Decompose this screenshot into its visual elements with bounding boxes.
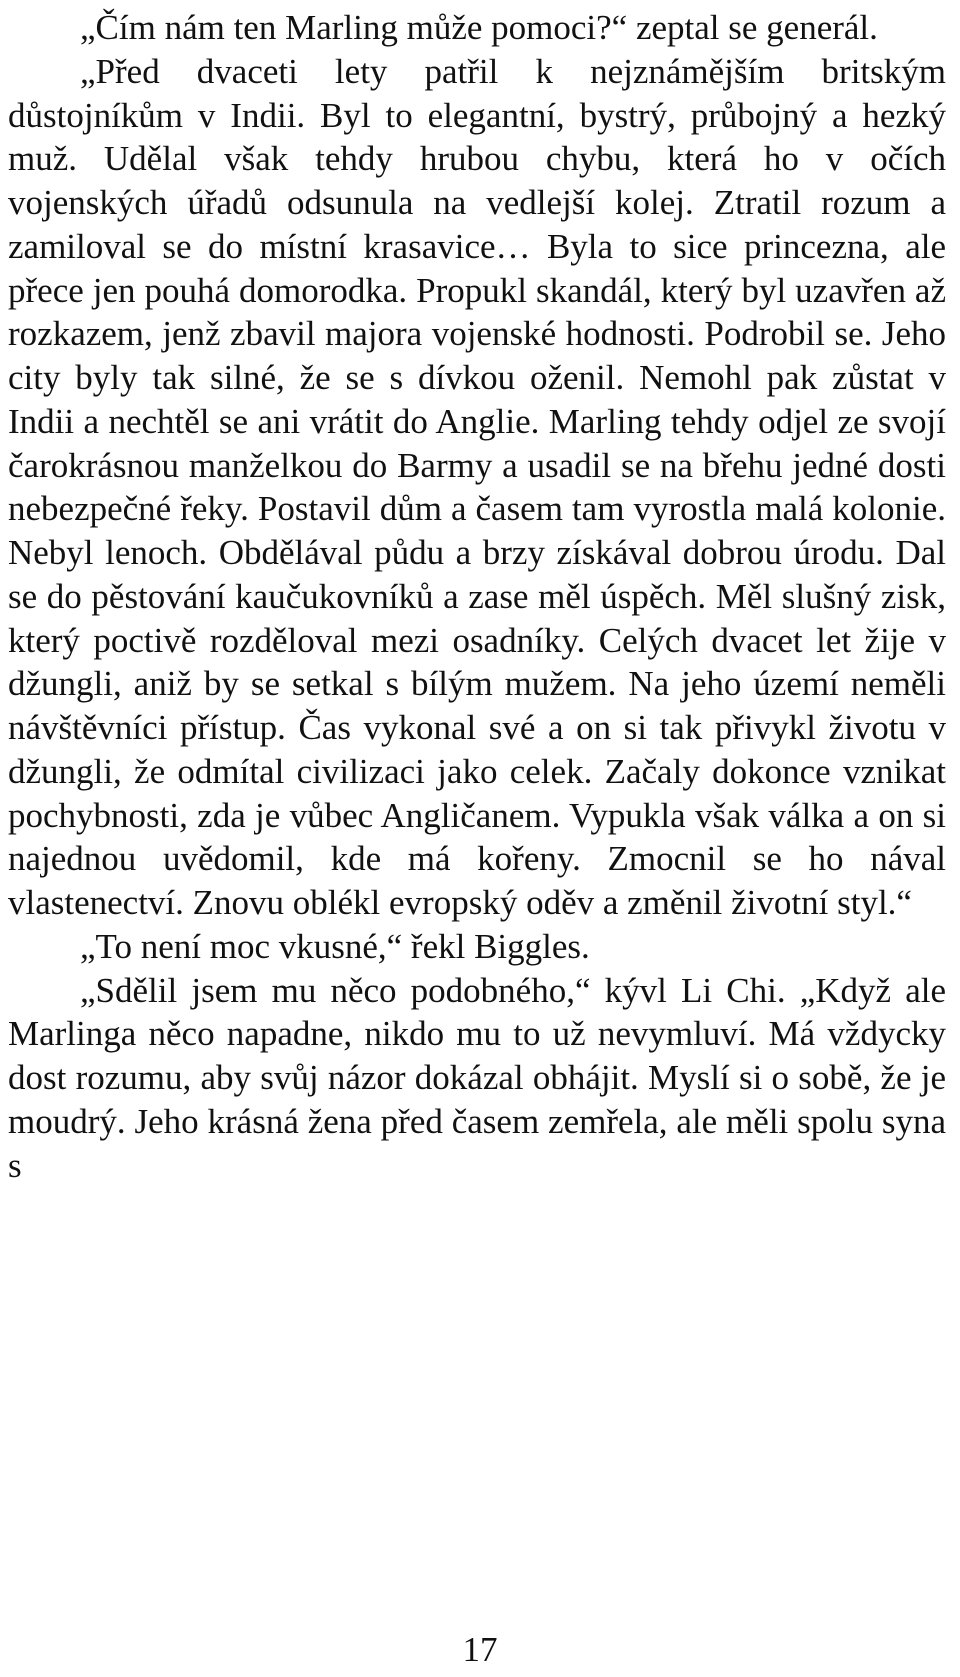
page-number: 17: [462, 1630, 498, 1669]
paragraph-marling-history: „Před dvaceti lety patřil k nejznámějším britským důstojníkům v Indii. Byl to elegantní, bystrý, průbojný a hezký muž. Udělal však tehdy hrubou chybu, která ho v očích vojenských úřadů odsunula na vedlejší kolej. Ztratil rozum a zamiloval se do místní krasavice… Byla to sice princezna, ale přece jen pouhá domorodka. Propukl skandál, který byl uzavřen až rozkazem, jenž zbavil majora vojenské hodnosti. Podrobil se. Jeho city byly tak silné, že se s dívkou oženil. Nemohl pak zůstat v Indii a nechtěl se ani vrátit do Anglie. Marling tehdy odjel ze svojí čarokrásnou manželkou do Barmy a usadil se na břehu jedné dosti nebezpečné řeky. Postavil dům a časem tam vyrostla malá kolonie. Nebyl lenoch. Obdělával půdu a brzy získával dobrou úrodu. Dal se do pěstování kaučukovníků a zase měl úspěch. Měl slušný zisk, který poctivě rozděloval mezi osadníky. Celých dvacet let žije v džungli, aniž by se setkal s bílým mužem. Na jeho území neměli návštěvníci přístup. Čas vykonal své a on si tak přivykl životu v džungli, že odmítal civilizaci jako celek. Začaly dokonce vznikat pochybnosti, zda je vůbec Angličanem. Vypukla však válka a on si najednou uvědomil, kde má kořeny. Zmocnil se ho nával vlastenectví. Znovu oblékl evropský oděv a změnil životní styl.“: [8, 51, 946, 922]
paragraph-biggles-reply: „To není moc vkusné,“ řekl Biggles.: [80, 926, 590, 966]
paragraph-li-chi-reply: „Sdělil jsem mu něco podobného,“ kývl Li Chi. „Když ale Marlinga něco napadne, nikdo mu to už nevymluví. Má vždycky dost rozumu, aby svůj názor dokázal obhájit. Myslí si o sobě, že je moudrý. Jeho krásná žena před časem zemřela, ale měli spolu syna s: [8, 970, 946, 1185]
body-text: [8, 6, 946, 1187]
paragraph-marling-question: „Čím nám ten Marling může pomoci?“ zeptal se generál.: [80, 8, 878, 47]
